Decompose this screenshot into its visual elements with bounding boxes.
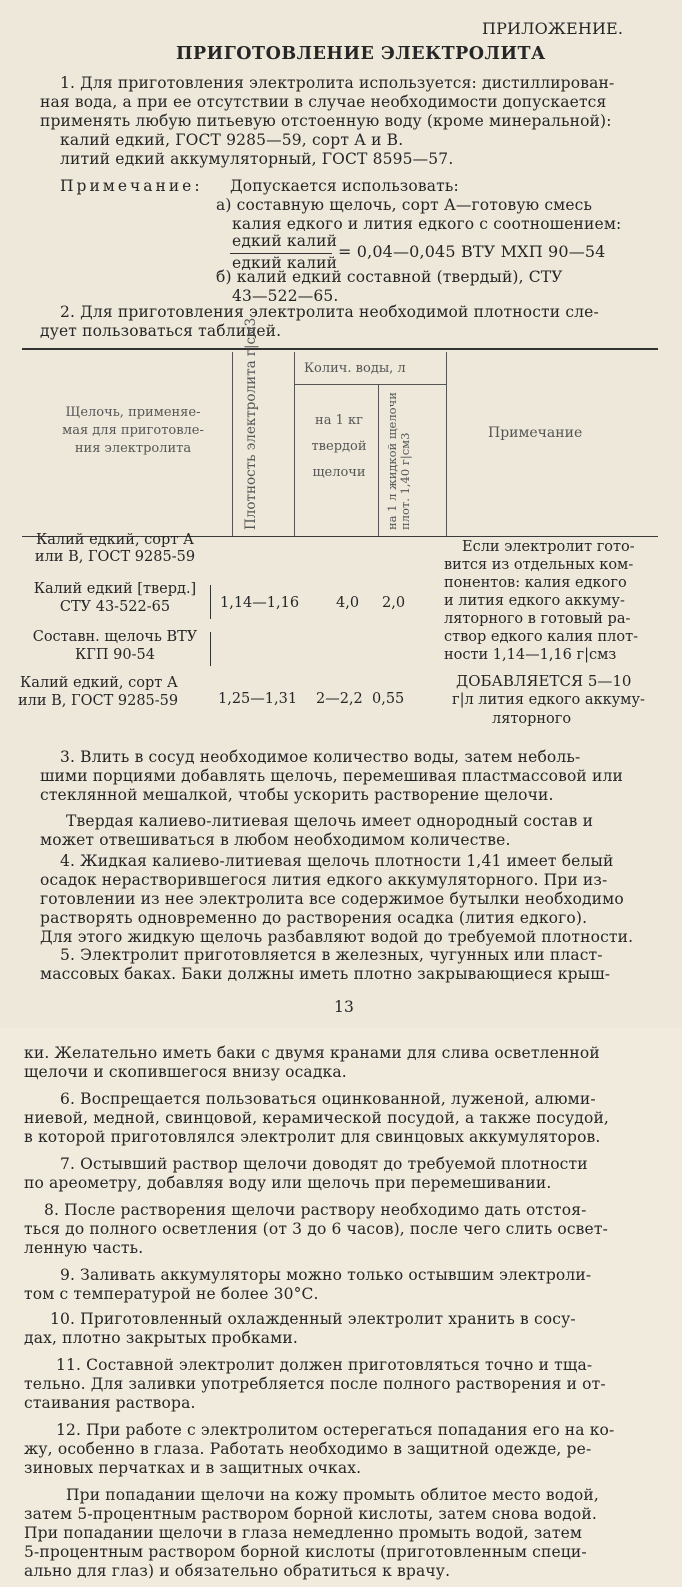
header-water: Колич. воды, л <box>304 361 406 376</box>
header-density: Плотность электролита г|см3 <box>243 317 259 530</box>
table-row-name <box>20 532 210 566</box>
paragraph-5-cont-line: щелочи и скопившегося внизу осадка. <box>24 1063 347 1081</box>
note-b-line: 43—522—65. <box>232 287 339 305</box>
header-line: ния электролита <box>74 441 192 456</box>
paragraph-8-line: 8. После растворения щелочи раствору необходимо дать отстоя- <box>44 1201 587 1219</box>
table-top-rule <box>22 348 658 350</box>
group1-note <box>444 538 638 664</box>
group-brace <box>210 585 211 619</box>
paragraph-13-line: затем 5-процентным раствором борной кислоты, затем снова водой. <box>24 1505 597 1523</box>
fraction-value: = 0,04—0,045 ВТУ МХП 90—54 <box>338 242 606 261</box>
header-alkali <box>38 404 228 458</box>
paragraph-3b-line: Твердая калиево-литиевая щелочь имеет однородный состав и <box>66 812 594 830</box>
note-line: ности 1,14—1,16 г|смз <box>444 647 617 663</box>
note-line: вится из отдельных ком- <box>444 557 634 573</box>
note-b-line: б) калий едкий составной (твердый), СТУ <box>216 268 563 286</box>
paragraph-3-line: 3. Влить в сосуд необходимое количество воды, затем неболь- <box>60 748 581 766</box>
fraction-denominator: едкий калий <box>232 254 338 272</box>
paragraph-4-line: осадок нерастворившегося лития едкого аккумуляторного. При из- <box>40 871 608 889</box>
row-name-line: Калий едкий, сорт А <box>36 532 194 548</box>
note-line: створ едкого калия плот- <box>444 629 639 645</box>
paragraph-5-line: массовых баках. Баки должны иметь плотно закрывающиеся крыш- <box>40 965 611 983</box>
row-name-line: КГП 90-54 <box>75 647 155 663</box>
group1-water-liquid: 2,0 <box>382 595 406 611</box>
row2-note <box>452 672 645 729</box>
row2-water-liquid: 0,55 <box>372 691 405 707</box>
paragraph-6-line: в которой приготовлялся электролит для свинцовых аккумуляторов. <box>24 1128 601 1146</box>
note-line: ляторного <box>492 711 572 727</box>
paragraph-1-line: 1. Для приготовления электролита используется: дистиллирован- <box>60 74 615 92</box>
row-name-line: или В, ГОСТ 9285-59 <box>18 693 179 709</box>
header-line: твердой <box>311 439 367 454</box>
paragraph-12-line: жу, особенно в глаза. Работать необходимо в защитной одежде, ре- <box>24 1440 592 1458</box>
group-brace <box>210 632 211 666</box>
table-row-name <box>18 674 178 710</box>
note-line: г|л лития едкого аккуму- <box>452 692 645 708</box>
group1-density: 1,14—1,16 <box>220 595 300 611</box>
row2-density: 1,25—1,31 <box>218 691 298 707</box>
header-line: щелочи <box>312 465 366 480</box>
paragraph-6-line: ниевой, медной, свинцовой, керамической посудой, а также посудой, <box>24 1109 609 1127</box>
paragraph-4-line: Для этого жидкую щелочь разбавляют водой до требуемой плотности. <box>40 928 634 946</box>
paragraph-3-line: шими порциями добавлять щелочь, перемешивая пластмассовой или <box>40 767 623 785</box>
header-per-liter: на 1 л жидкой щелочи плот. 1,40 г|см3 <box>385 392 412 530</box>
paragraph-13-line: ально для глаз) и обязательно обратиться к врачу. <box>24 1562 451 1580</box>
paragraph-3-line: стеклянной мешалкой, чтобы ускорить растворение щелочи. <box>40 786 554 804</box>
row-name-line: или В, ГОСТ 9285-59 <box>34 549 196 565</box>
paragraph-4-line: готовлении из нее электролита все содержимое бутылки необходимо <box>40 890 624 908</box>
table-divider <box>294 352 295 536</box>
paragraph-10-line: 10. Приготовленный охлажденный электролит хранить в сосу- <box>50 1310 576 1328</box>
paragraph-5-cont-line: ки. Желательно иметь баки с двумя кранами для слива осветленной <box>24 1044 600 1062</box>
paragraph-4-line: растворять одновременно до растворения осадка (лития едкого). <box>40 909 588 927</box>
paragraph-13-line: 5-процентным раствором борной кислоты (приготовленным специ- <box>24 1543 587 1561</box>
page-title: ПРИГОТОВЛЕНИЕ ЭЛЕКТРОЛИТА <box>176 44 546 64</box>
paragraph-13-line: При попадании щелочи в глаза немедленно промыть водой, затем <box>24 1524 583 1542</box>
paragraph-5-line: 5. Электролит приготовляется в железных, чугунных или пласт- <box>60 946 603 964</box>
paragraph-1-line: калий едкий, ГОСТ 9285—59, сорт А и В. <box>60 131 404 149</box>
group1-water-solid: 4,0 <box>336 595 360 611</box>
paragraph-8-line: ленную часть. <box>24 1239 144 1257</box>
row2-water-solid: 2—2,2 <box>316 691 363 707</box>
header-line: Щелочь, применяе- <box>65 405 201 420</box>
note-line: понентов: калия едкого <box>444 575 627 591</box>
paragraph-12-line: 12. При работе с электролитом остерегаться попадания его на ко- <box>56 1421 615 1439</box>
paragraph-7-line: 7. Остывший раствор щелочи доводят до требуемой плотности <box>60 1155 588 1173</box>
paragraph-13-line: При попадании щелочи на кожу промыть облитое место водой, <box>66 1486 599 1504</box>
table-subheader-rule <box>294 384 446 385</box>
paragraph-11-line: стаивания раствора. <box>24 1394 196 1412</box>
appendix-heading: ПРИЛОЖЕНИЕ. <box>482 19 624 38</box>
note-line: ляторного в готовый ра- <box>444 611 631 627</box>
header-note: Примечание <box>488 425 583 441</box>
paragraph-1-line: ная вода, а при ее отсутствии в случае необходимости допускается <box>40 93 607 111</box>
paragraph-4-line: 4. Жидкая калиево-литиевая щелочь плотности 1,41 имеет белый <box>60 852 614 870</box>
note-a-line: а) составную щелочь, сорт А—готовую смесь <box>216 196 593 214</box>
header-line: мая для приготовле- <box>62 423 204 438</box>
note-a-line: калия едкого и лития едкого с соотношением: <box>232 215 622 233</box>
paragraph-9-line: 9. Заливать аккумуляторы можно только остывшим электроли- <box>60 1266 592 1284</box>
paragraph-1-line: литий едкий аккумуляторный, ГОСТ 8595—57. <box>60 150 454 168</box>
table-row-name <box>20 628 210 664</box>
row-name-line: Калий едкий, сорт А <box>20 675 178 691</box>
paragraph-2-line: 2. Для приготовления электролита необходимой плотности сле- <box>60 303 599 321</box>
paragraph-1-line: применять любую питьевую отстоенную воду (кроме минеральной): <box>40 112 612 130</box>
row-name-line: Составн. щелочь ВТУ <box>32 629 198 645</box>
table-row-name <box>20 580 210 616</box>
paragraph-11-line: 11. Составной электролит должен приготовляться точно и тща- <box>56 1356 593 1374</box>
paragraph-10-line: дах, плотно закрытых пробками. <box>24 1329 298 1347</box>
note-line: и лития едкого аккуму- <box>444 593 625 609</box>
paragraph-9-line: том с температурой не более 30°С. <box>24 1285 319 1303</box>
paragraph-12-line: зиновых перчатках и в защитных очках. <box>24 1459 362 1477</box>
table-divider <box>446 352 447 536</box>
page-14-sheet <box>0 1028 682 1587</box>
paragraph-7-line: по ареометру, добавляя воду или щелочь при перемешивании. <box>24 1174 552 1192</box>
table-divider <box>378 384 379 536</box>
header-per-kg <box>300 408 378 486</box>
row-name-line: СТУ 43-522-65 <box>59 599 171 615</box>
header-line: на 1 кг <box>315 413 363 428</box>
paragraph-2-line: дует пользоваться таблицей. <box>40 322 282 340</box>
note-line: Если электролит гото- <box>462 539 635 555</box>
paragraph-11-line: тельно. Для заливки употребляется после полного растворения и от- <box>24 1375 606 1393</box>
note-line: ДОБАВЛЯЕТСЯ 5—10 <box>456 672 632 690</box>
row-name-line: Калий едкий [тверд.] <box>33 581 197 597</box>
fraction-numerator: едкий калий <box>232 232 338 250</box>
paragraph-6-line: 6. Воспрещается пользоваться оцинкованной, луженой, алюми- <box>60 1090 596 1108</box>
paragraph-8-line: ться до полного осветления (от 3 до 6 часов), после чего слить освет- <box>24 1220 608 1238</box>
paragraph-3b-line: может отвешиваться в любом необходимом количестве. <box>40 831 511 849</box>
note-label: Примечание: <box>60 177 203 195</box>
table-divider <box>232 352 233 536</box>
note-text: Допускается использовать: <box>230 177 459 195</box>
page-number: 13 <box>334 998 355 1016</box>
